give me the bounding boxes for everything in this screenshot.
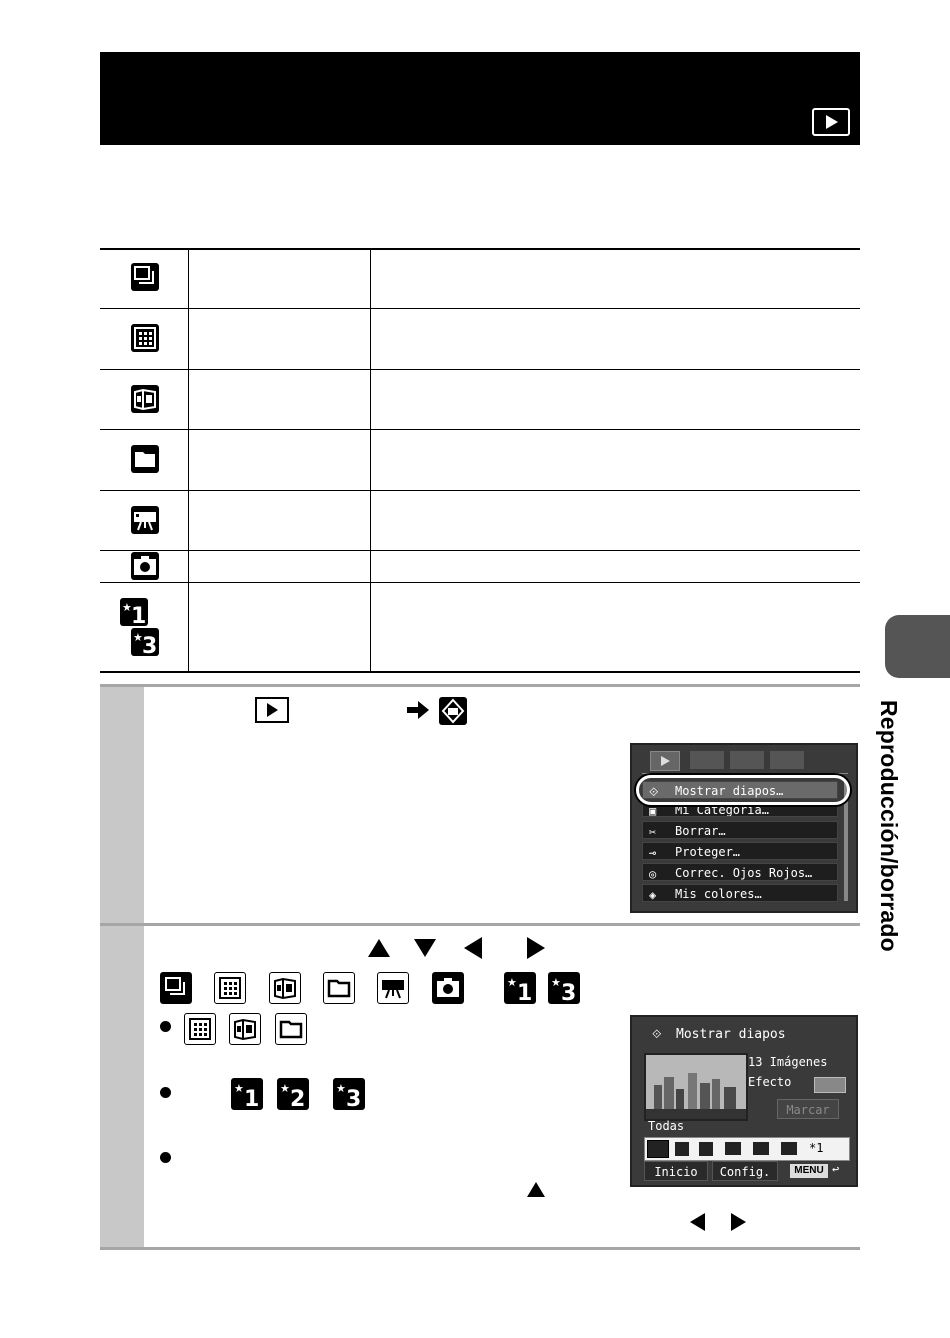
svg-text:★: ★ <box>280 1082 290 1095</box>
folder-icon <box>323 972 355 1004</box>
events-icon <box>269 972 301 1004</box>
svg-text:2: 2 <box>290 1087 306 1109</box>
favorite-1-icon <box>120 598 148 626</box>
svg-text:★: ★ <box>507 976 517 989</box>
start-button[interactable]: Inicio <box>644 1161 708 1181</box>
svg-text:3: 3 <box>346 1087 362 1109</box>
favorite-3-icon <box>548 972 580 1004</box>
bullet <box>160 1087 171 1098</box>
table-row-divider <box>100 308 860 309</box>
table-row-divider <box>100 582 860 583</box>
table-column-divider <box>188 249 189 672</box>
step-1-column <box>100 687 144 923</box>
movie-icon <box>131 506 159 534</box>
selection-label: Todas <box>648 1119 685 1133</box>
menu-item-slideshow[interactable]: ⟐ Mostrar diapos… <box>642 781 838 799</box>
camera-icon <box>131 552 159 580</box>
slideshow-icon <box>439 697 467 725</box>
folder-icon[interactable] <box>725 1142 741 1155</box>
table-column-divider <box>370 249 371 672</box>
bullet <box>160 1152 171 1163</box>
playback-button-icon <box>255 697 289 723</box>
folder-icon <box>131 445 159 473</box>
menu-item-my-colors[interactable]: ◈ Mis colores… <box>642 884 838 902</box>
protect-icon: ⊸ <box>649 846 657 860</box>
scenery-icon <box>184 1013 216 1045</box>
right-arrow-icon <box>731 1213 746 1231</box>
print-tab-icon[interactable] <box>690 751 724 769</box>
slideshow-screen <box>630 1015 858 1187</box>
favorite-3-icon <box>131 628 159 656</box>
table-row-divider <box>100 550 860 551</box>
red-eye-icon: ◎ <box>649 867 657 881</box>
chapter-tab <box>885 615 950 678</box>
erase-icon: ✂ <box>649 825 657 839</box>
table-row-divider <box>100 490 860 491</box>
scenery-icon <box>131 324 159 352</box>
movie-icon <box>377 972 409 1004</box>
favorite-3-icon <box>333 1078 365 1110</box>
folder-icon <box>275 1013 307 1045</box>
people-icon <box>131 263 159 291</box>
category-strip[interactable] <box>644 1137 850 1161</box>
playback-icon <box>812 108 850 136</box>
table-top-rule <box>100 248 860 250</box>
camera-menu-screen <box>630 743 858 913</box>
menu-key: MENU <box>790 1164 828 1178</box>
svg-text:3: 3 <box>142 634 158 656</box>
people-icon[interactable] <box>647 1140 669 1158</box>
menu-item-erase[interactable]: ✂ Borrar… <box>642 821 838 839</box>
arrow-right-icon <box>405 699 431 721</box>
down-arrow-icon <box>414 939 436 957</box>
favorite-1-icon <box>231 1078 263 1110</box>
thumbnail-image <box>644 1053 748 1121</box>
svg-text:3: 3 <box>561 981 577 1003</box>
svg-text:1: 1 <box>517 981 533 1003</box>
svg-text:1: 1 <box>131 604 147 626</box>
screen-title: Mostrar diapos <box>676 1027 786 1042</box>
config-button[interactable]: Config. <box>712 1161 778 1181</box>
my-category-icon: ▣ <box>649 804 657 817</box>
events-icon <box>229 1013 261 1045</box>
up-arrow-icon <box>527 1182 545 1197</box>
people-icon <box>160 972 192 1004</box>
events-icon[interactable] <box>699 1142 713 1156</box>
svg-text:★: ★ <box>336 1082 346 1095</box>
step-separator <box>100 1247 860 1250</box>
my-colors-icon: ◈ <box>649 888 657 902</box>
menu-divider <box>642 773 848 774</box>
step-separator <box>100 684 860 687</box>
return-icon: ↩ <box>832 1162 840 1176</box>
svg-text:★: ★ <box>133 631 143 644</box>
events-icon <box>131 385 159 413</box>
favorite-badge[interactable]: *1 <box>809 1141 824 1155</box>
playback-tab-icon[interactable] <box>650 751 680 771</box>
effect-label: Efecto <box>748 1075 792 1089</box>
mark-button[interactable]: Marcar <box>777 1099 839 1119</box>
slideshow-title-icon: ⟐ <box>652 1027 662 1041</box>
step-2-column <box>100 926 144 1248</box>
slideshow-icon: ⟐ <box>649 785 659 799</box>
svg-text:★: ★ <box>551 976 561 989</box>
step-separator <box>100 923 860 926</box>
svg-text:★: ★ <box>122 601 132 614</box>
favorite-1-icon <box>504 972 536 1004</box>
settings-tab-icon[interactable] <box>730 751 764 769</box>
svg-text:★: ★ <box>234 1082 244 1095</box>
scenery-icon[interactable] <box>675 1142 689 1156</box>
movie-icon[interactable] <box>753 1142 769 1155</box>
camera-icon[interactable] <box>781 1142 797 1155</box>
left-arrow-icon <box>690 1213 705 1231</box>
menu-item-protect[interactable]: ⊸ Proteger… <box>642 842 838 860</box>
mycamera-tab-icon[interactable] <box>770 751 804 769</box>
up-arrow-icon <box>368 939 390 957</box>
bullet <box>160 1021 171 1032</box>
menu-item-red-eye[interactable]: ◎ Correc. Ojos Rojos… <box>642 863 838 881</box>
menu-item-my-category[interactable]: ▣ Mi Categoría… <box>642 803 838 817</box>
highlight-ellipse <box>636 775 850 805</box>
table-row-divider <box>100 369 860 370</box>
effect-selector[interactable] <box>814 1077 846 1093</box>
favorite-2-icon <box>277 1078 309 1110</box>
image-count: 13 Imágenes <box>748 1055 828 1069</box>
camera-icon <box>432 972 464 1004</box>
table-row-divider <box>100 429 860 430</box>
scenery-icon <box>214 972 246 1004</box>
title-bar <box>100 52 860 145</box>
right-arrow-icon <box>527 937 545 959</box>
chapter-label: Reproducción/borrado <box>876 700 902 952</box>
table-bottom-rule <box>100 671 860 673</box>
left-arrow-icon <box>464 937 482 959</box>
svg-text:1: 1 <box>244 1087 260 1109</box>
